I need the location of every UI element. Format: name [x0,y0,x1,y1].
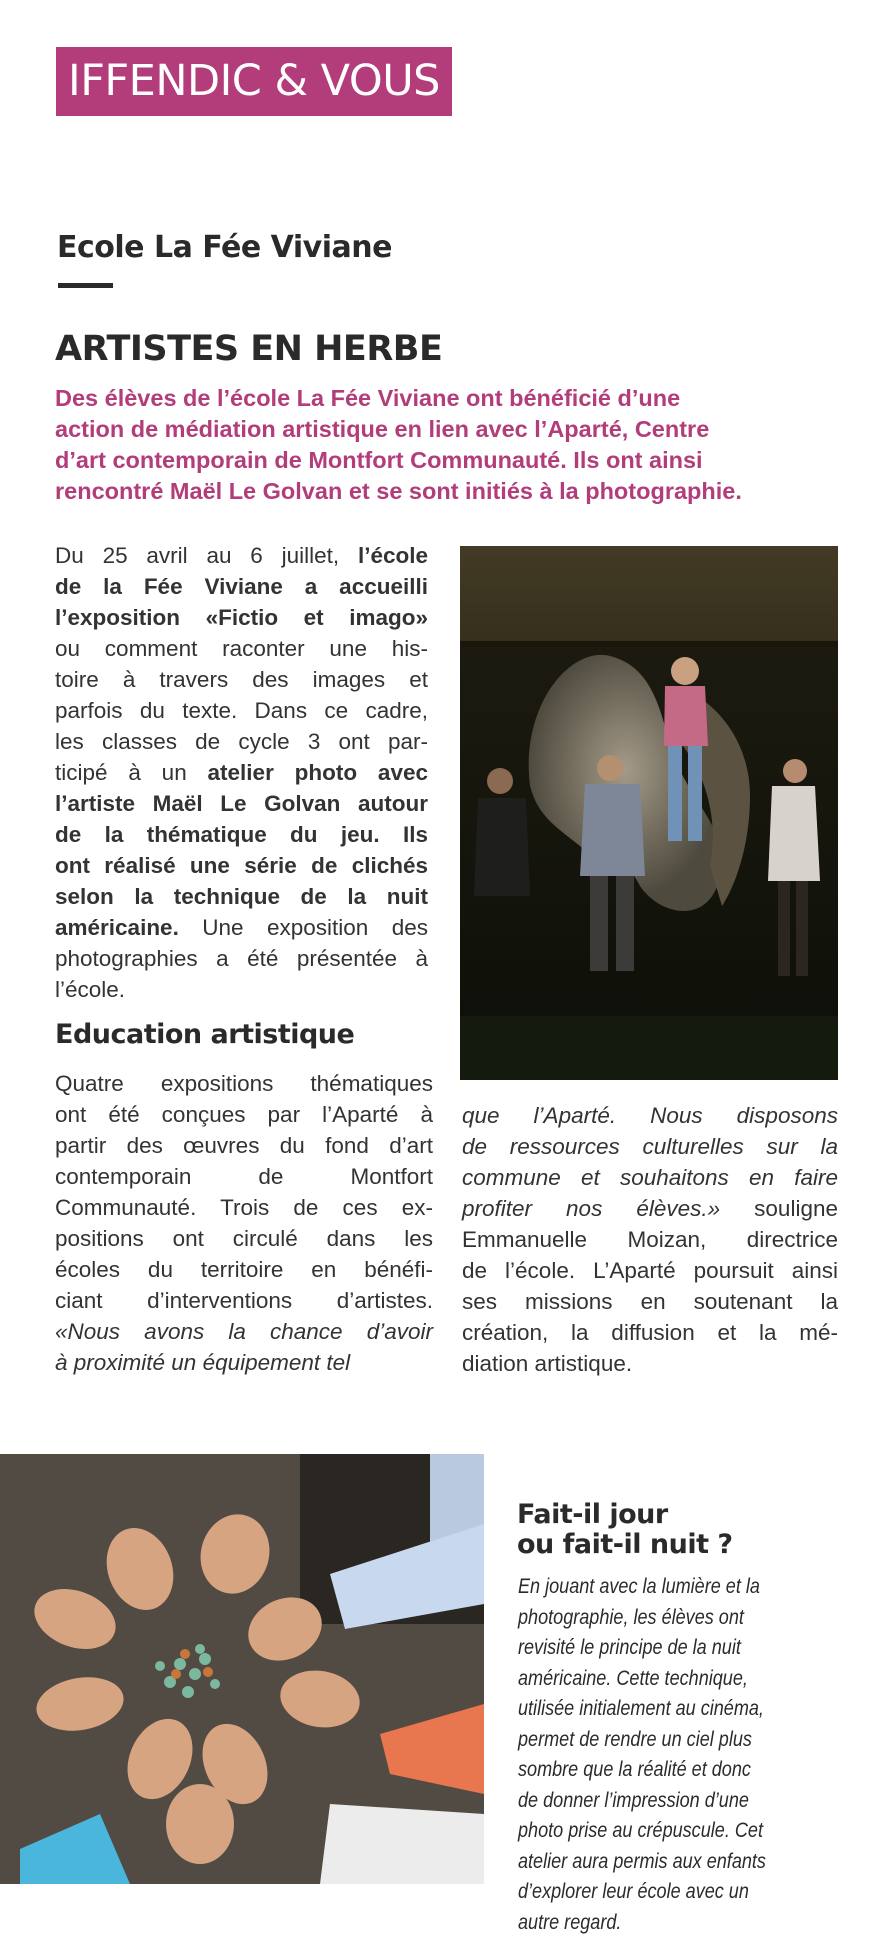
article-col1-line [55,1161,433,1192]
text-run: Communauté. Trois de ces ex- [55,1195,433,1220]
text-run: ou comment raconter une his- [55,636,428,661]
text-run: profiter nos élèves.» [462,1196,721,1221]
text-run: toire à travers des images et [55,667,428,692]
sidebar-text [518,1572,848,1938]
text-run: ses missions en soutenant la [462,1289,838,1314]
text-run: parfois du texte. Dans ce cadre, [55,698,428,723]
photo-hands-marbles [0,1454,484,1884]
text-run: diation artistique. [462,1351,633,1376]
sidebar-text-line: photo prise au crépuscule. Cet [518,1819,763,1842]
intro-line [55,664,428,695]
article-col2-line [462,1224,838,1255]
text-run: l’école. [55,977,126,1002]
text-run: atelier photo avec [207,760,428,785]
title-rule [58,283,113,288]
school-name: Ecole La Fée Viviane [57,230,392,265]
text-run: ont été conçues par l’Aparté à [55,1102,433,1127]
intro-line [55,602,428,633]
article-col2-line [462,1100,838,1131]
intro-line [55,788,428,819]
text-run: de la Fée Viviane a accueilli [55,574,428,599]
intro-line [55,974,428,1005]
section-banner: IFFENDIC & VOUS [56,47,452,116]
article-column-right [462,1100,838,1379]
article-column-left [55,1068,433,1378]
article-col1-line [55,1347,433,1378]
text-run: Du 25 avril au 6 juillet, [55,543,358,568]
article-col1-line [55,1285,433,1316]
text-run: contemporain de Montfort [55,1164,433,1189]
sidebar-text-line: utilisée initialement au cinéma, [518,1697,764,1720]
sidebar-text-line: sombre que la réalité et donc [518,1758,751,1781]
text-run: à proximité un équipement tel [55,1350,351,1375]
article-col2-line [462,1131,838,1162]
text-run: partir des œuvres du fond d’art [55,1133,433,1158]
article-col1-line [55,1099,433,1130]
intro-line [55,943,428,974]
text-run: selon la technique de la nuit [55,884,428,909]
sidebar-text-line: atelier aura permis aux enfants [518,1849,766,1873]
intro-line [55,695,428,726]
sidebar-text-line: d’explorer leur école avec un [518,1880,749,1903]
text-run: l’artiste Maël Le Golvan autour [55,791,428,816]
sidebar-title-line: ou fait-il nuit ? [517,1529,733,1560]
article-col2-line [462,1193,838,1224]
lead-paragraph [55,383,835,507]
text-run: souligne [720,1196,838,1221]
sidebar-title [517,1500,733,1560]
text-run: de l’école. L’Aparté poursuit ainsi [462,1258,838,1283]
intro-line [55,633,428,664]
photo-children-sculpture [460,546,838,1080]
text-run: commune et souhaitons en faire [462,1165,838,1190]
lead-line: action de médiation artistique en lien avec l’Aparté, Centre [55,416,710,442]
text-run: Quatre expositions thématiques [55,1071,433,1096]
text-run: positions ont circulé dans les [55,1226,433,1251]
text-run: les classes de cycle 3 ont par- [55,729,428,754]
text-run: l’école [357,543,428,568]
sidebar-text-line: américaine. Cette technique, [518,1666,748,1690]
sidebar-title-line: Fait-il jour [517,1499,668,1530]
sidebar-text-line: revisité le principe de la nuit [518,1636,741,1659]
sidebar-text-line: de donner l’impression d’une [518,1788,749,1812]
article-col1-line [55,1068,433,1099]
text-run: de la thématique du jeu. Ils [55,822,428,847]
intro-line [55,757,428,788]
intro-line [55,726,428,757]
section-subheading: Education artistique [55,1019,355,1050]
text-run: «Nous avons la chance d’avoir [55,1319,433,1344]
article-col2-line [462,1255,838,1286]
text-run: création, la diffusion et la mé- [462,1320,838,1345]
text-run: ont réalisé une série de clichés [55,853,428,878]
article-col1-line [55,1254,433,1285]
intro-paragraph [55,540,428,1005]
article-col1-line [55,1130,433,1161]
lead-line: rencontré Maël Le Golvan et se sont initiés à la photographie. [55,478,742,504]
article-col2-line [462,1162,838,1193]
intro-line [55,819,428,850]
sidebar-text-line: photographie, les élèves ont [518,1605,744,1629]
text-run: l’exposition «Fictio et imago» [55,605,428,630]
intro-line [55,850,428,881]
intro-line [55,912,428,943]
text-run: de ressources culturelles sur la [462,1134,838,1159]
lead-line: Des élèves de l’école La Fée Viviane ont bénéficié d’une [55,385,681,411]
text-run: ticipé à un [55,760,208,785]
article-col1-line [55,1316,433,1347]
sidebar-text-line: autre regard. [518,1910,622,1934]
intro-line [55,881,428,912]
sidebar-text-line: En jouant avec la lumière et la [518,1575,760,1598]
text-run: photographies a été présentée à [55,946,428,971]
lead-line: d’art contemporain de Montfort Communauté. Ils ont ainsi [55,447,703,473]
article-col1-line [55,1223,433,1254]
text-run: écoles du territoire en bénéfi- [55,1257,433,1282]
article-col2-line [462,1348,838,1379]
text-run: que l’Aparté. Nous disposons [462,1103,838,1128]
article-col2-line [462,1317,838,1348]
article-col1-line [55,1192,433,1223]
intro-line [55,540,428,571]
text-run: américaine. [55,915,179,940]
article-headline: ARTISTES EN HERBE [55,329,443,369]
sidebar-text-line: permet de rendre un ciel plus [518,1727,752,1751]
text-run: Une exposition des [178,915,428,940]
text-run: ciant d’interventions d’artistes. [55,1288,433,1313]
text-run: Emmanuelle Moizan, directrice [462,1227,838,1252]
intro-line [55,571,428,602]
article-col2-line [462,1286,838,1317]
